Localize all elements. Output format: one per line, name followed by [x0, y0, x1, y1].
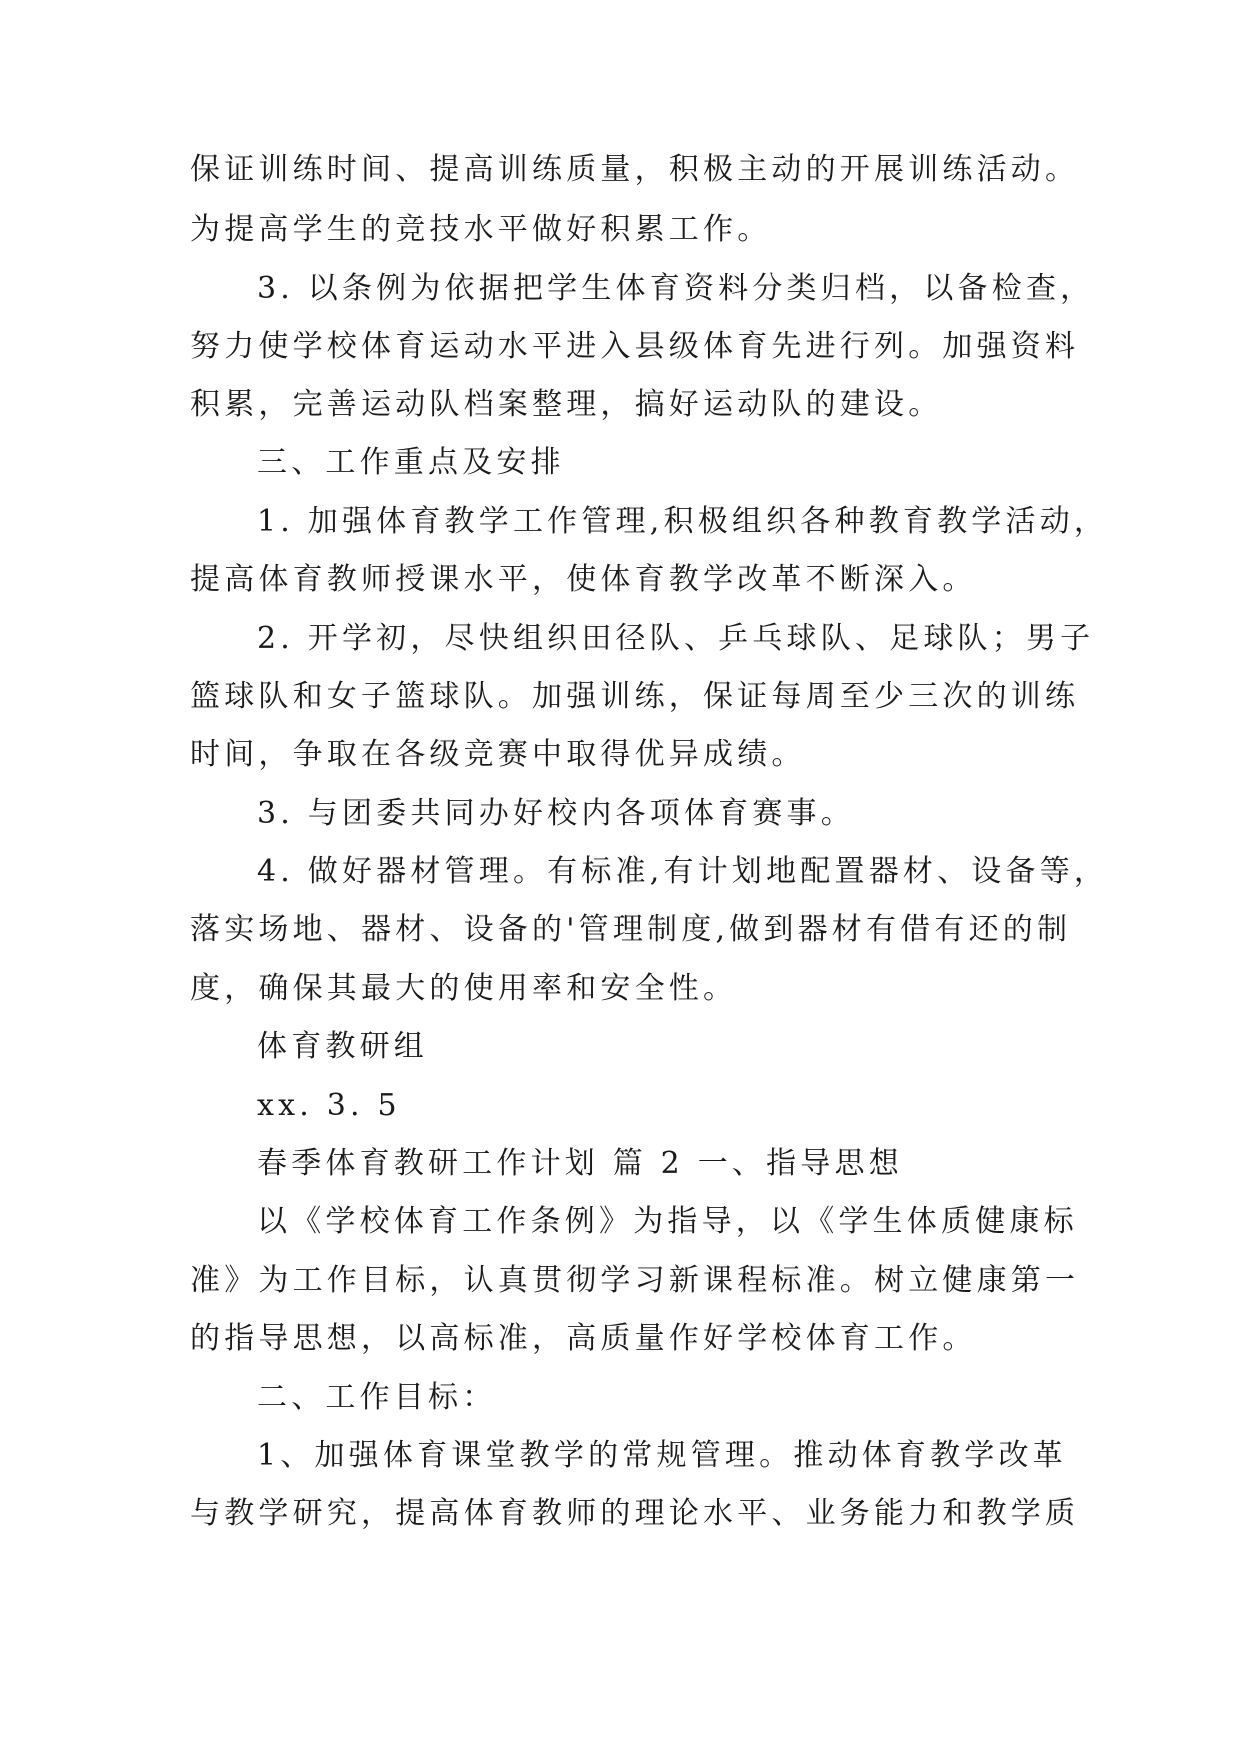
- text-line: 1、加强体育课堂教学的常规管理。推动体育教学改革: [257, 1438, 1067, 1473]
- text-line: 保证训练时间、提高训练质量，积极主动的开展训练活动。: [190, 152, 1080, 187]
- text-line: 3. 以条例为依据把学生体育资料分类归档，以备检查，: [257, 271, 1095, 306]
- section-heading: 二、工作目标：: [257, 1380, 497, 1415]
- section-heading: 三、工作重点及安排: [257, 445, 565, 480]
- text-line: 篮球队和女子篮球队。加强训练，保证每周至少三次的训练: [190, 679, 1080, 714]
- text-line: 的指导思想，以高标准，高质量作好学校体育工作。: [190, 1321, 977, 1356]
- signature-org: 体育教研组: [257, 1029, 428, 1064]
- text-line: 准》为工作目标，认真贯彻学习新课程标准。树立健康第一: [190, 1263, 1080, 1298]
- text-line: 与教学研究，提高体育教师的理论水平、业务能力和教学质: [190, 1496, 1080, 1531]
- text-line: 积累，完善运动队档案整理，搞好运动队的建设。: [190, 387, 943, 422]
- text-line: 努力使学校体育运动水平进入县级体育先进行列。加强资料: [190, 329, 1080, 364]
- text-line: 2. 开学初，尽快组织田径队、乒乓球队、足球队；男子: [257, 621, 1095, 656]
- section-heading: 春季体育教研工作计划 篇 2 一、指导思想: [257, 1146, 903, 1181]
- text-line: 度，确保其最大的使用率和安全性。: [190, 971, 738, 1006]
- text-line: 提高体育教师授课水平，使体育教学改革不断深入。: [190, 562, 977, 597]
- text-line: 以《学校体育工作条例》为指导，以《学生体质健康标: [257, 1204, 1078, 1239]
- text-line: 为提高学生的竞技水平做好积累工作。: [190, 212, 772, 247]
- text-line: 时间，争取在各级竞赛中取得优异成绩。: [190, 737, 806, 772]
- text-line: 3. 与团委共同办好校内各项体育赛事。: [257, 796, 855, 831]
- signature-date: xx. 3. 5: [257, 1088, 401, 1123]
- text-line: 落实场地、器材、设备的'管理制度,做到器材有借有还的制: [190, 912, 1072, 947]
- text-line: 1. 加强体育教学工作管理,积极组织各种教育教学活动，: [257, 504, 1109, 539]
- text-line: 4. 做好器材管理。有标准,有计划地配置器材、设备等，: [257, 854, 1109, 889]
